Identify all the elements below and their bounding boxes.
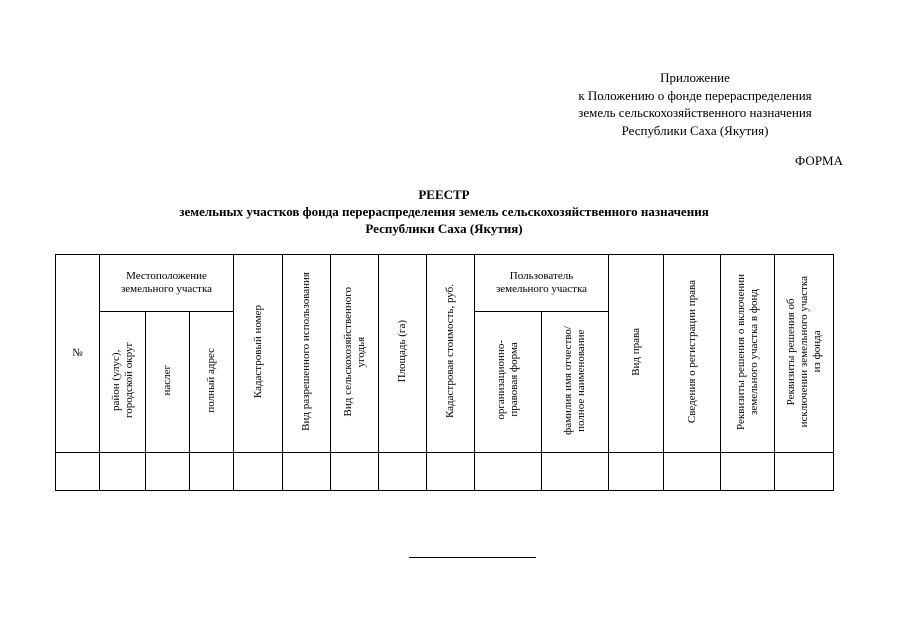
empty-cell [283, 453, 331, 491]
appendix-line-1: Приложение [660, 70, 730, 85]
col-settlement-header: наслег [146, 312, 190, 453]
col-right-type-header: Вид права [609, 255, 664, 453]
col-user-name-header: фамилия имя отчество/ полное наименование [542, 312, 609, 453]
empty-cell [721, 453, 775, 491]
title-line-3: Республики Саха (Якутия) [365, 221, 523, 236]
user-group-header: Пользователь земельного участка [475, 255, 609, 312]
empty-cell [475, 453, 542, 491]
col-district-header: район (улус), городской округ [100, 312, 146, 453]
col-full-address-header: полный адрес [190, 312, 234, 453]
empty-cell [56, 453, 100, 491]
title-line-1: РЕЕСТР [418, 187, 470, 202]
col-cadastral-number-header: Кадастровый номер [234, 255, 283, 453]
form-label: ФОРМА [795, 153, 843, 168]
empty-cell [427, 453, 475, 491]
appendix-note [540, 69, 850, 139]
empty-cell [331, 453, 379, 491]
col-registration-header: Сведения о регистрации права [664, 255, 721, 453]
empty-cell [146, 453, 190, 491]
appendix-line-3: земель сельскохозяйственного назначения [578, 105, 812, 120]
empty-cell [775, 453, 834, 491]
empty-cell [542, 453, 609, 491]
col-land-type-header: Вид сельскохозяйственного угодья [331, 255, 379, 453]
table-row [56, 453, 834, 491]
col-permitted-use-header: Вид разрешенного использования [283, 255, 331, 453]
col-number-header: № [56, 255, 100, 453]
col-inclusion-decision-header: Реквизиты решения о включении земельного участка в фонд [721, 255, 775, 453]
col-exclusion-decision-header: Реквизиты решения об исключении земельного участка из фонда [775, 255, 834, 453]
empty-cell [100, 453, 146, 491]
col-area-header: Площадь (га) [379, 255, 427, 453]
title-line-2: земельных участков фонда перераспределения земель сельскохозяйственного назначения [179, 204, 709, 219]
registry-table [55, 254, 834, 491]
appendix-line-4: Республики Саха (Якутия) [621, 122, 769, 138]
document-title [55, 186, 833, 237]
empty-cell [234, 453, 283, 491]
empty-cell [190, 453, 234, 491]
col-legal-form-header: организационно- правовая форма [475, 312, 542, 453]
empty-cell [664, 453, 721, 491]
footer-divider [409, 557, 536, 558]
col-cadastral-value-header: Кадастровая стоимость, руб. [427, 255, 475, 453]
appendix-line-2: к Положению о фонде перераспределения [578, 87, 812, 103]
empty-cell [379, 453, 427, 491]
empty-cell [609, 453, 664, 491]
location-group-header: Местоположение земельного участка [100, 255, 234, 312]
